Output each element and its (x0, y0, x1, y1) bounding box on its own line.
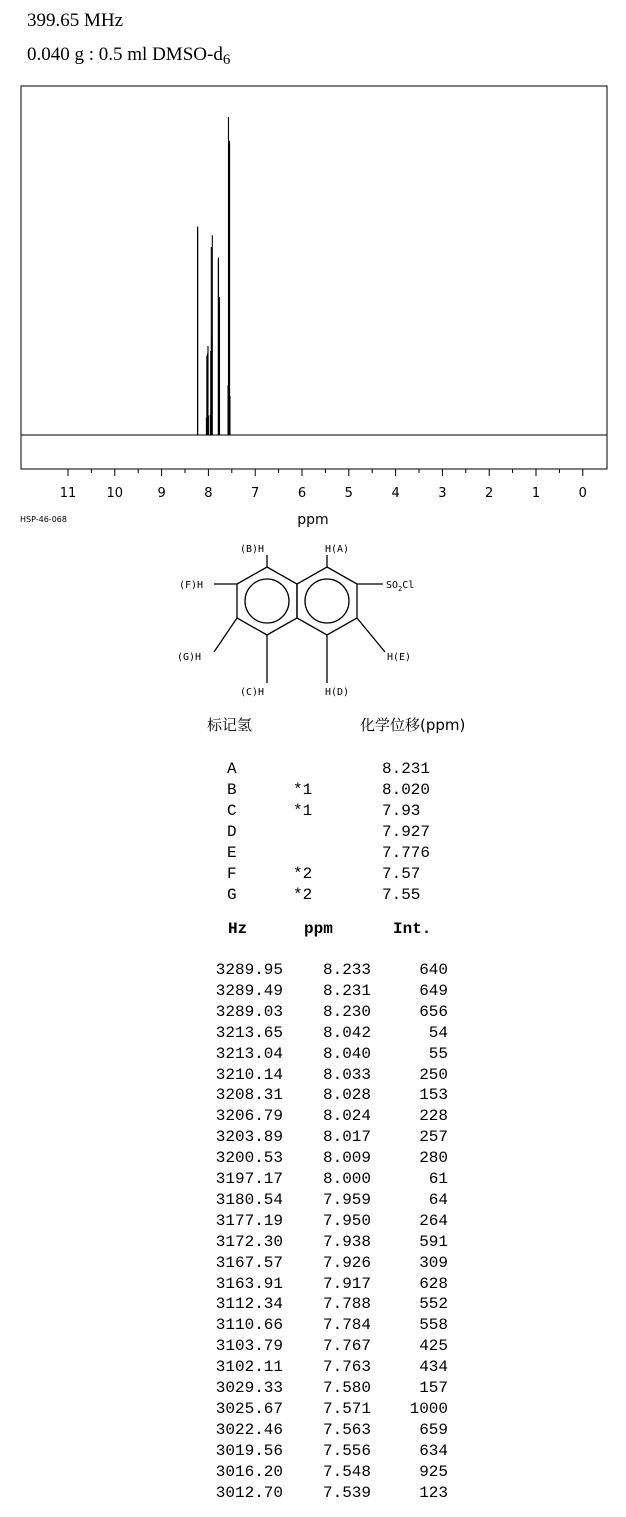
peak-hz: 3112.34 (215, 1295, 283, 1314)
peak-hz: 3180.54 (215, 1190, 283, 1209)
peak-int: 55 (428, 1044, 448, 1063)
x-tick-label: 7 (251, 486, 260, 501)
peak-hz: 3167.57 (215, 1253, 283, 1272)
label-b: (B)H (240, 544, 265, 555)
assignment-shift: 7.93 (382, 802, 421, 820)
peak-ppm: 8.017 (322, 1128, 371, 1147)
assignment-note: *2 (293, 865, 313, 883)
peak-hz: 3025.67 (215, 1399, 283, 1418)
peak-int: 591 (419, 1232, 448, 1251)
peak-ppm: 8.028 (322, 1086, 371, 1105)
spectrum-code: HSP-46-068 (20, 515, 67, 524)
peak-int: 54 (428, 1023, 448, 1042)
peak-ppm: 8.000 (322, 1170, 371, 1188)
peak-ppm: 7.938 (322, 1232, 371, 1251)
peak-hz: 3019.56 (215, 1441, 283, 1460)
peak-ppm: 7.767 (322, 1337, 371, 1356)
peak-int: 153 (419, 1086, 448, 1105)
assignment-shift: 7.927 (382, 823, 431, 841)
peak-hz: 3177.19 (215, 1211, 283, 1230)
peak-int: 309 (419, 1253, 448, 1272)
peak-hz: 3022.46 (215, 1420, 283, 1439)
peak-ppm: 7.580 (322, 1379, 371, 1397)
peak-header-ppm: ppm (304, 920, 333, 938)
label-f: (F)H (179, 580, 204, 591)
assignment-shift: 8.020 (382, 781, 431, 799)
x-tick-label: 1 (531, 486, 541, 501)
x-tick-label: 3 (438, 486, 447, 501)
peak-int: 925 (419, 1462, 448, 1481)
label-a: H(A) (325, 544, 350, 555)
peak-header-hz: Hz (228, 920, 248, 938)
assignment-note: *1 (293, 802, 313, 820)
peak-ppm: 7.539 (322, 1483, 371, 1502)
peak-int: 640 (419, 961, 448, 979)
peak-hz: 3029.33 (215, 1379, 283, 1397)
peak-ppm: 8.233 (322, 961, 371, 979)
peak-ppm: 8.042 (322, 1023, 371, 1042)
peak-hz: 3289.95 (215, 961, 283, 979)
peak-hz: 3289.03 (215, 1002, 283, 1021)
so2cl-end: Cl (402, 580, 415, 591)
peak-int: 123 (419, 1483, 448, 1502)
peak-hz: 3289.49 (215, 981, 283, 1000)
assignment-label: D (227, 823, 237, 841)
assignment-shift: 7.57 (382, 865, 421, 883)
peak-int: 228 (419, 1107, 448, 1126)
peak-int: 558 (419, 1316, 448, 1335)
x-tick-label: 0 (578, 486, 587, 501)
x-tick-label: 9 (157, 486, 166, 501)
peak-int: 250 (419, 1065, 448, 1084)
label-d: H(D) (325, 687, 350, 698)
peak-int: 434 (419, 1358, 448, 1377)
peak-int: 64 (428, 1190, 448, 1209)
peak-int: 61 (428, 1170, 448, 1188)
peak-int: 656 (419, 1002, 448, 1021)
label-g: (G)H (177, 652, 202, 663)
peak-ppm: 7.959 (322, 1190, 371, 1209)
peak-ppm: 7.784 (322, 1316, 371, 1335)
peak-hz: 3213.04 (215, 1044, 283, 1063)
peak-int: 659 (419, 1420, 448, 1439)
peak-hz: 3206.79 (215, 1107, 283, 1126)
peak-ppm: 7.548 (322, 1462, 371, 1481)
peak-hz: 3102.11 (215, 1358, 283, 1377)
right-ring (297, 567, 357, 635)
assignment-shift: 7.55 (382, 886, 421, 904)
peak-int: 552 (419, 1295, 448, 1314)
sample-text: 0.040 g : 0.5 ml DMSO-d (27, 44, 223, 65)
peak-ppm: 8.009 (322, 1149, 371, 1168)
peak-hz: 3208.31 (215, 1086, 283, 1105)
peak-ppm: 7.788 (322, 1295, 371, 1314)
peak-int: 157 (419, 1379, 448, 1397)
assignment-label: A (227, 760, 237, 778)
peak-ppm: 8.040 (322, 1044, 371, 1063)
left-ring-aromatic-circle (245, 579, 289, 623)
sample-subscript: 6 (222, 52, 231, 68)
assignment-label: B (227, 781, 237, 799)
peak-hz: 3200.53 (215, 1149, 283, 1168)
so2cl-main: SO (386, 580, 399, 591)
x-tick-label: 11 (59, 486, 77, 501)
so2cl-sub: 2 (398, 585, 403, 593)
x-tick-label: 5 (344, 486, 353, 501)
peak-ppm: 7.563 (322, 1420, 371, 1439)
peak-hz: 3163.91 (215, 1274, 283, 1293)
peak-hz: 3172.30 (215, 1232, 283, 1251)
left-ring (237, 567, 297, 635)
assignment-header-label: 标记氢 (207, 716, 253, 734)
assignment-label: F (227, 865, 237, 883)
assignment-header-shift: 化学位移(ppm) (360, 716, 466, 734)
peak-ppm: 7.571 (322, 1399, 371, 1418)
peak-int: 649 (419, 981, 448, 1000)
peak-int: 628 (419, 1274, 448, 1293)
assignment-note: *2 (293, 886, 313, 904)
peak-hz: 3016.20 (215, 1462, 283, 1481)
peak-int: 1000 (409, 1399, 448, 1418)
x-tick-label: 10 (106, 486, 124, 501)
molecule-structure (0, 0, 626, 720)
label-c: (C)H (240, 687, 265, 698)
assignment-note: *1 (293, 781, 313, 799)
peak-int: 634 (419, 1441, 448, 1460)
bond-g (214, 618, 237, 652)
peak-ppm: 7.763 (322, 1358, 371, 1377)
peak-ppm: 7.556 (322, 1441, 371, 1460)
right-ring-aromatic-circle (305, 579, 349, 623)
peak-int: 264 (419, 1211, 448, 1230)
peak-hz: 3012.70 (215, 1483, 283, 1502)
bond-e (357, 618, 385, 652)
peak-ppm: 7.926 (322, 1253, 371, 1272)
assignment-label: C (227, 802, 237, 820)
assignment-label: G (227, 886, 237, 904)
x-tick-label: 6 (297, 486, 307, 501)
label-so2cl (386, 580, 414, 593)
assignment-label: E (227, 844, 237, 862)
peak-ppm: 8.033 (322, 1065, 371, 1084)
peak-int: 425 (419, 1337, 448, 1356)
peak-int: 257 (419, 1128, 448, 1147)
peak-ppm: 8.230 (322, 1002, 371, 1021)
peak-hz: 3103.79 (215, 1337, 283, 1356)
peak-int: 280 (419, 1149, 448, 1168)
peak-ppm: 7.917 (322, 1274, 371, 1293)
peak-header-int: Int. (393, 920, 432, 938)
peak-hz: 3210.14 (215, 1065, 283, 1084)
peak-ppm: 8.024 (322, 1107, 371, 1126)
assignment-shift: 8.231 (382, 760, 431, 778)
peak-hz: 3110.66 (215, 1316, 283, 1335)
x-axis-label: ppm (297, 512, 329, 528)
peak-hz: 3203.89 (215, 1128, 283, 1147)
spectrometer-frequency: 399.65 MHz (27, 10, 124, 31)
x-tick-label: 4 (391, 486, 400, 501)
peak-ppm: 7.950 (322, 1211, 371, 1230)
label-e: H(E) (387, 652, 412, 663)
x-tick-label: 8 (204, 486, 213, 501)
peak-hz: 3213.65 (215, 1023, 283, 1042)
x-tick-label: 2 (485, 486, 494, 501)
assignment-shift: 7.776 (382, 844, 431, 862)
peak-hz: 3197.17 (215, 1170, 283, 1188)
peak-ppm: 8.231 (322, 981, 371, 1000)
